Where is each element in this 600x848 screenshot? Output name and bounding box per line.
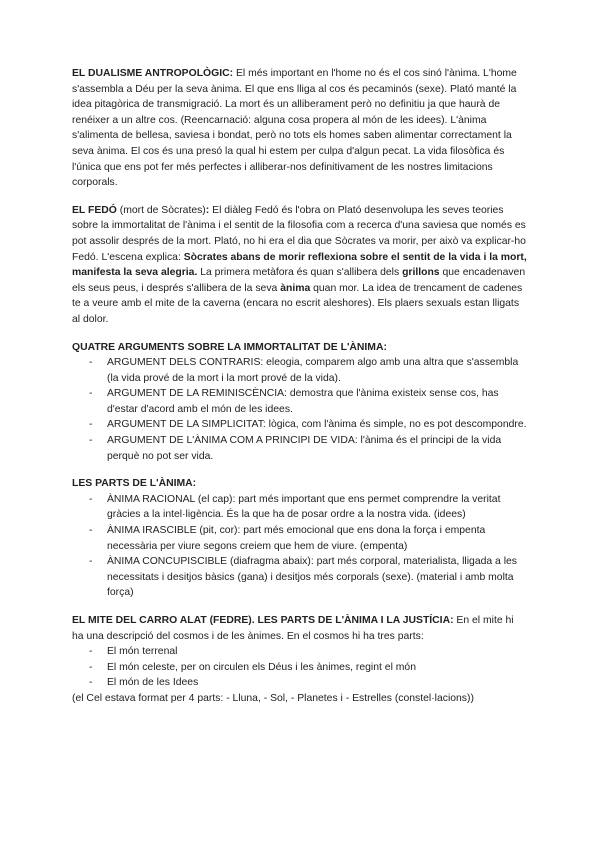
list-dash: - [89,525,93,537]
arguments-list [72,355,528,464]
fedo-text-2: La primera metàfora és quan s'allibera dels [197,267,403,279]
section-parts [72,476,528,601]
list-dash: - [89,677,93,689]
list-item-text: ÀNIMA RACIONAL (el cap): part més important que ens permet comprendre la veritat gràcies a la intel·ligència. És la que ha de posar ordre a la nostra vida. (idees) [107,493,501,521]
list-item [89,554,528,601]
fedo-text-1: El diàleg Fedó és l'obra on Plató desenvolupa les seves teories sobre la immortalitat de l'ànima i el sentit de la filosofia com a recerca d'una saviesa que només es pot assolir després de la mort. Plató, no hi era el dia que Sòcrates va morir, per això va explicar-ho Fedó. L'escena explica: [72,204,526,263]
list-dash: - [89,661,93,673]
document-page [72,66,528,719]
list-dash: - [89,493,93,505]
dualisme-heading: EL DUALISME ANTROPOLÒGIC: [72,68,234,79]
mite-text: En el mite hi ha una descripció del cosmos i de les ànimes. En el cosmos hi ha tres parts: [72,615,514,642]
list-item-text: El món celeste, per on circulen els Déus i les ànimes, regint el món [107,661,416,673]
list-item-text: ARGUMENT DE LA SIMPLICITAT: lògica, com l'ànima és simple, no es pot descompondre. [107,419,527,431]
section-dualisme [72,66,528,191]
list-item [89,492,528,523]
section-mite [72,613,528,707]
list-item [89,433,528,464]
list-item [89,675,528,691]
list-item [89,660,528,676]
list-item [89,355,528,386]
mite-list [72,644,528,691]
list-dash: - [89,646,93,658]
fedo-subheading: (mort de Sòcrates) [116,204,206,216]
list-item-text: ÀNIMA IRASCIBLE (pit, cor): part més emocional que ens dona la força i empenta necessària per viure segons creiem que hem de viure. (empenta) [107,525,486,552]
mite-heading: EL MITE DEL CARRO ALAT (FEDRE). LES PARTS DE L'ÀNIMA I LA JUSTÍCIA: [72,615,454,626]
fedo-heading: EL FEDÓ [72,204,117,216]
fedo-bold-3: ànima [280,282,311,294]
mite-note: (el Cel estava format per 4 parts: - Lluna, - Sol, - Planetes i - Estrelles (constel·lacions)) [72,692,474,704]
dualisme-paragraph [72,66,528,191]
list-dash: - [89,435,93,447]
section-fedo [72,203,528,328]
list-item-text: El món de les Idees [107,677,199,689]
list-item [89,417,528,433]
dualisme-text: El més important en l'home no és el cos sinó l'ànima. L'home s'assembla a Déu per la seva ànima. El que ens lliga al cos és pecaminós (sexe). Plató manté la idea pitagòrica de transmigració. La mort és un alliberament però no definitiu ja que haurà de renéixer a un altre cos. (Reencarnació: alguna cosa propera al món de les idees). L'ànima s'alimenta de bellesa, saviesa i bondat, però no tots els homes saben alimentar correctament la seva ànima. El cos és una presó la qual hi estem per culpa d'algun pecat. La vida filosòfica és l'única que ens pot fer més perfectes i alliberar-nos definitivament de les nostres limitacions corporals. [72,68,517,189]
list-item [89,386,528,417]
arguments-heading: QUATRE ARGUMENTS SOBRE LA IMMORTALITAT DE L'ÀNIMA: [72,341,387,353]
list-item [89,523,528,554]
fedo-colon: : [205,204,210,216]
list-item-text: El món terrenal [107,646,178,658]
fedo-text-4: quan mor. La idea de trencament de cadenes te a veure amb el mite de la caverna (encara no escrit aleshores). Els plaers sexuals estan lligats al dolor. [72,282,523,325]
list-dash: - [89,556,93,568]
parts-list [72,492,528,601]
fedo-bold-1: Sòcrates abans de morir reflexiona sobre el sentit de la vida i la mort, manifesta la seva alegria. [72,251,527,279]
list-dash: - [89,419,93,431]
list-item-text: ARGUMENT DE LA REMINISCÈNCIA: demostra que l'ànima existeix sense cos, has d'estar d'acord amb el món de les idees. [107,388,499,415]
fedo-bold-2: grillons [402,267,440,279]
list-item-text: ARGUMENT DE L'ÀNIMA COM A PRINCIPI DE VIDA: l'ànima és el principi de la vida perquè no pot ser vida. [107,435,502,462]
list-dash: - [89,357,93,369]
list-item [89,644,528,660]
list-dash: - [89,388,93,400]
section-arguments [72,340,528,465]
fedo-text-3: que encadenaven els seus peus, i després s'allibera de la seva [72,267,526,294]
parts-heading: LES PARTS DE L'ÀNIMA: [72,478,197,490]
fedo-paragraph [72,203,528,328]
list-item-text: ARGUMENT DELS CONTRARIS: eleogia, comparem algo amb una altra que s'assembla (la vida prové de la mort i la mort prové de la vida). [107,357,519,384]
mite-paragraph [72,613,528,644]
list-item-text: ÀNIMA CONCUPISCIBLE (diafragma abaix): part més corporal, materialista, lligada a les necessitats i desitjos bàsics (gana) i desitjos més corporals (sexe). (material i amb molta força) [107,556,518,599]
